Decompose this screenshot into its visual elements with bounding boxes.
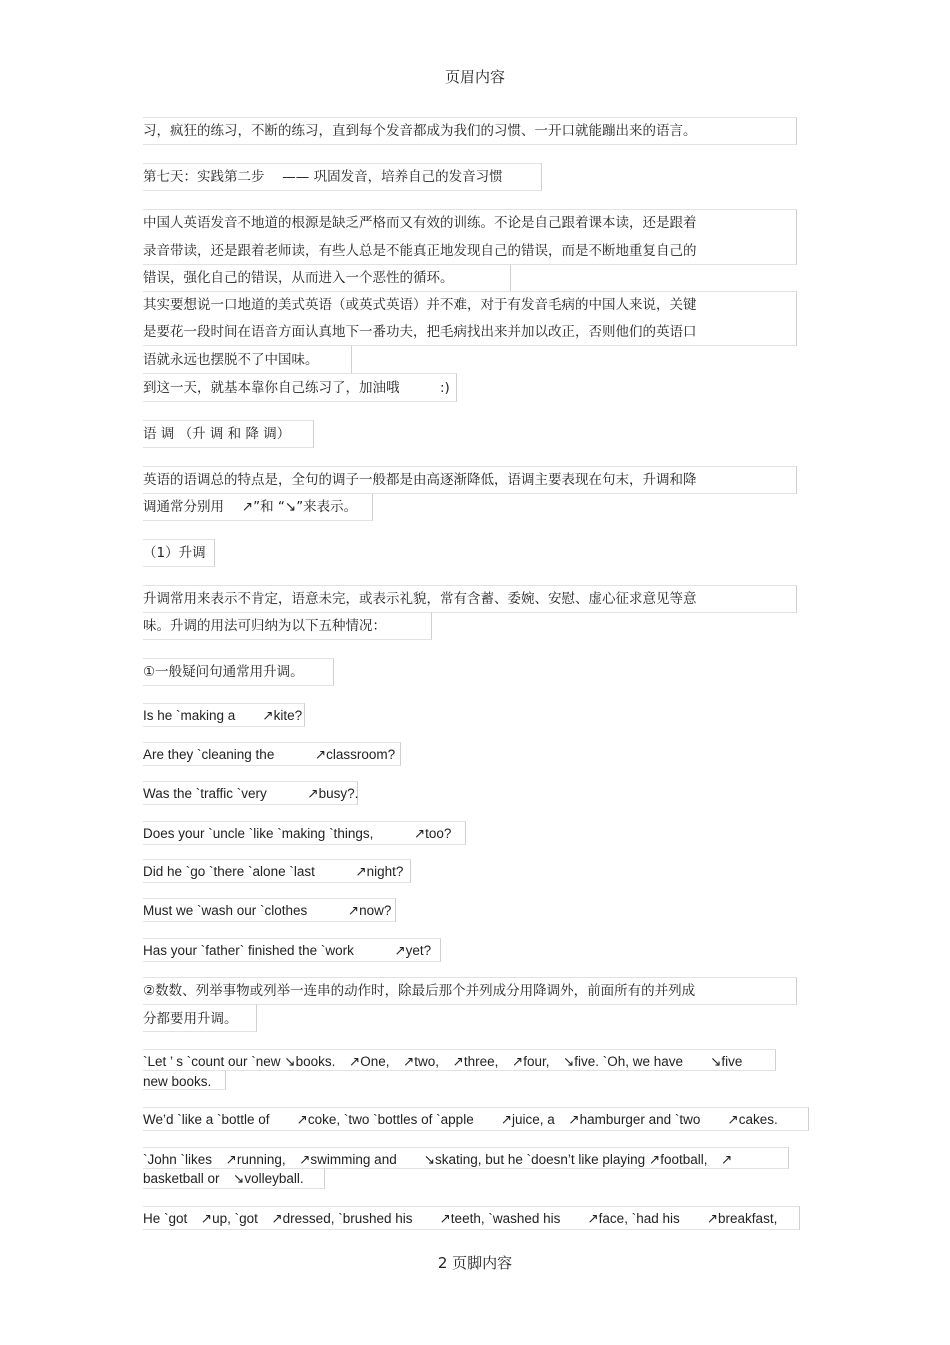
body-text-line: 到这一天，就基本靠你自己练习了，加油哦 :) [143, 380, 450, 396]
subheading-rising-tone: （1）升调 [143, 545, 206, 561]
example-sentence: `Let ’ s `count our `new ↘books. ↗One, ↗two, ↗three, ↗four, ↘five. `Oh, we have ↘five [143, 1054, 743, 1069]
body-text-line: 错误，强化自己的错误，从而进入一个恶性的循环。 [143, 270, 454, 286]
section-heading-intonation: 语 调 （升 调 和 降 调） [143, 426, 291, 442]
body-text-line: 其实要想说一口地道的美式英语（或英式英语）并不难，对于有发音毛病的中国人来说，关键 [143, 297, 697, 313]
page-footer: 2 页脚内容 [437, 1254, 513, 1272]
body-text-line: 分都要用升调。 [143, 1011, 238, 1027]
example-sentence: Has your `father` finished the `work ↗yet? [143, 943, 432, 958]
example-sentence: We’d `like a `bottle of ↗coke, `two `bottles of `apple ↗juice, a ↗hamburger and `two ↗cakes. [143, 1112, 778, 1127]
section-title-day7: 第七天：实践第二步 —— 巩固发音，培养自己的发音习惯 [143, 169, 503, 185]
body-text-line: 中国人英语发音不地道的根源是缺乏严格而又有效的训练。不论是自己跟着课本读，还是跟着 [143, 215, 697, 231]
example-sentence: Must we `wash our `clothes ↗now? [143, 903, 392, 918]
page-header: 页眉内容 [444, 68, 505, 86]
rule-heading-1: ①一般疑问句通常用升调。 [143, 664, 304, 680]
example-sentence: basketball or ↘volleyball. [143, 1171, 304, 1186]
body-text-line: 语就永远也摆脱不了中国味。 [143, 352, 319, 368]
example-sentence: Was the `traffic `very ↗busy?. [143, 786, 359, 801]
example-sentence: `John `likes ↗running, ↗swimming and ↘skating, but he `doesn’t like playing ↗football, ↗ [143, 1152, 733, 1167]
example-sentence: Does your `uncle `like `making `things, ↗too? [143, 826, 452, 841]
body-text-line: 味。升调的用法可归纳为以下五种情况： [143, 618, 386, 634]
body-text-line: 升调常用来表示不肯定，语意未完，或表示礼貌，常有含蓄、委婉、安慰、虚心征求意见等意 [143, 591, 697, 607]
example-sentence: Is he `making a ↗kite? [143, 708, 303, 723]
example-sentence: He `got ↗up, `got ↗dressed, `brushed his ↗teeth, `washed his ↗face, `had his ↗breakfast, [143, 1211, 778, 1226]
body-text-line: 是要花一段时间在语音方面认真地下一番功夫，把毛病找出来并加以改正，否则他们的英语口 [143, 324, 697, 340]
body-text-line: 调通常分别用 ↗”和 “↘”来表示。 [143, 499, 358, 515]
body-text-line: 习，疯狂的练习，不断的练习，直到每个发音都成为我们的习惯、一开口就能蹦出来的语言。 [143, 123, 697, 139]
example-sentence: Are they `cleaning the ↗classroom? [143, 747, 396, 762]
body-text-line: 录音带读，还是跟着老师读，有些人总是不能真正地发现自己的错误，而是不断地重复自己的 [143, 243, 697, 259]
example-sentence: new books. [143, 1074, 212, 1089]
example-sentence: Did he `go `there `alone `last ↗night? [143, 864, 404, 879]
rule-heading-2: ②数数、列举事物或列举一连串的动作时，除最后那个并列成分用降调外，前面所有的并列成 [143, 983, 696, 999]
body-text-line: 英语的语调总的特点是，全句的调子一般都是由高逐渐降低，语调主要表现在句末，升调和降 [143, 472, 697, 488]
